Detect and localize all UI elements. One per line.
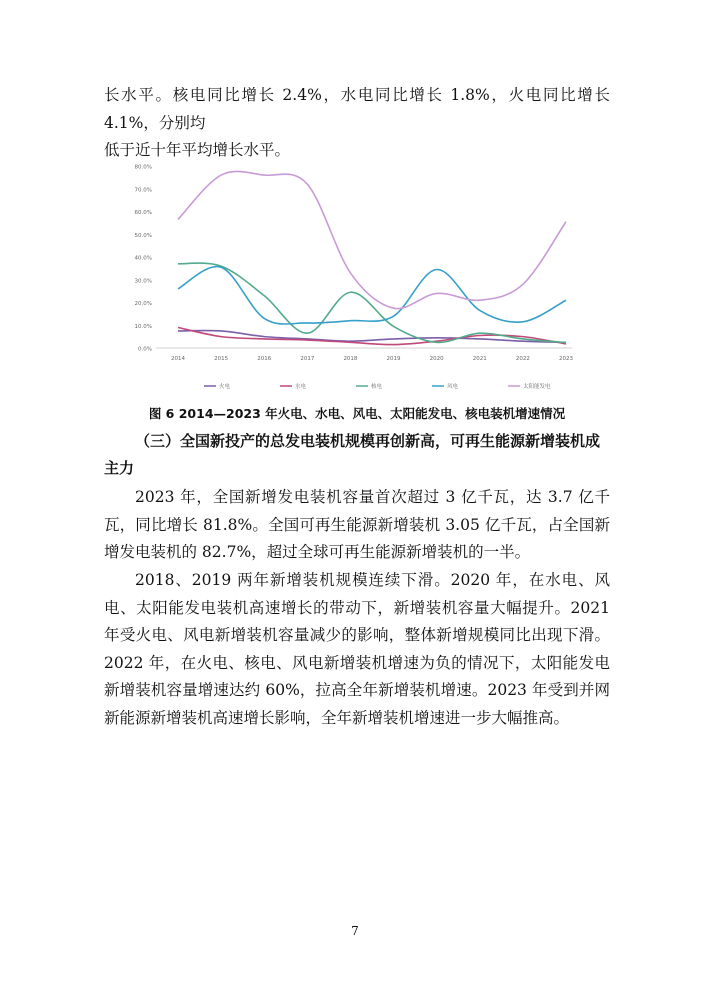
x-tick-label: 2019 [386,356,401,362]
y-tick-label: 70.0% [134,187,152,194]
y-tick-label: 10.0% [134,323,152,330]
growth-line-chart [104,152,610,402]
y-tick-label: 40.0% [134,255,152,262]
chart-svg [104,152,610,402]
x-tick-label: 2017 [300,356,315,362]
legend-label-5: 太阳能发电 [523,384,551,390]
y-tick-label: 20.0% [134,301,152,307]
section-paragraph-2: 2018、2019 两年新增装机规模连续下滑。2020 年，在水电、风电、太阳能发电装机高速增长的带动下，新增装机容量大幅提升。2021 年受火电、风电新增装机容量减少的影响，整体新增规模同比出现下滑。2022 年，在火电、核电、风电新增装机增速为负的情况下，太阳能发电新增装机容量增速达约 60%，拉高全年新增装机增速。2023 年受到并网新能源新增装机高速增长影响，全年新增装机增速进一步大幅推高。 [104,571,610,727]
section-heading: （三）全国新投产的总发电装机规模再创新高，可再生能源新增装机成主力 [104,432,601,477]
series-line-5 [178,171,566,308]
x-tick-label: 2016 [257,356,272,362]
legend-label-4: 风电 [447,384,459,390]
x-tick-label: 2022 [515,356,530,362]
y-tick-label: 0.0% [138,346,152,353]
x-tick-label: 2015 [214,356,229,362]
page-number: 7 [351,924,359,938]
legend-label-3: 核电 [371,384,383,390]
y-tick-label: 60.0% [134,210,152,216]
figure-caption: 图 6 2014—2023 年火电、水电、风电、太阳能发电、核电装机增速情况 [148,406,566,421]
series-line-3 [178,263,566,342]
x-tick-label: 2021 [472,356,487,362]
legend-label-2: 水电 [295,384,307,390]
x-tick-label: 2020 [429,356,444,362]
y-tick-label: 30.0% [134,278,152,285]
x-tick-label: 2018 [343,356,358,362]
x-tick-label: 2014 [171,356,185,362]
legend-label-1: 火电 [219,384,231,390]
section-paragraph-1: 2023 年，全国新增发电装机容量首次超过 3 亿千瓦，达 3.7 亿千瓦，同比增长 81.8%。全国可再生能源新增装机 3.05 亿千瓦，占全国新增发电装机的 82.7%，超过全球可再生能源新增装机的一半。 [104,488,610,561]
x-tick-label: 2023 [559,356,573,362]
y-tick-label: 50.0% [134,232,152,239]
y-tick-label: 80.0% [134,164,152,171]
intro-line-1: 长水平。核电同比增长 2.4%，水电同比增长 1.8%，火电同比增长 4.1%，分别均 [104,86,610,132]
intro-line-2: 低于近十年平均增长水平。 [104,141,291,159]
